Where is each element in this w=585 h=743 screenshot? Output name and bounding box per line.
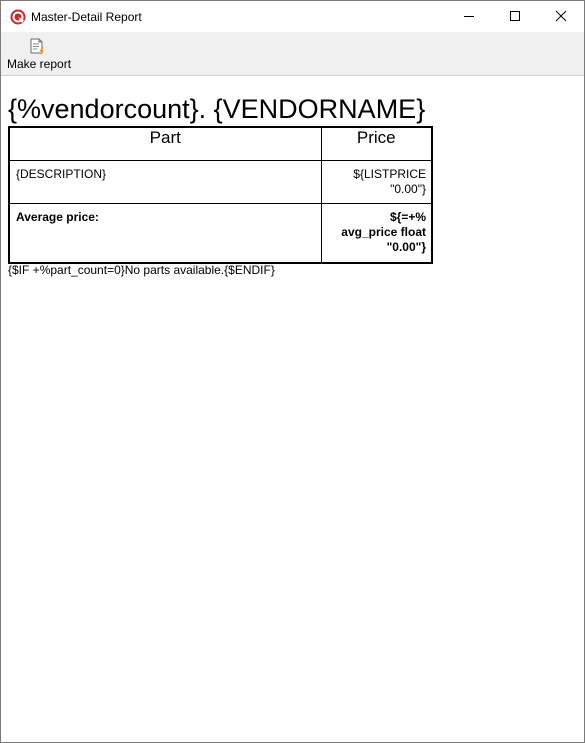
average-price-line-3: "0.00"} [386, 240, 426, 254]
column-header-price: Price [321, 127, 432, 161]
report-preview [1, 76, 584, 742]
description-field: {DESCRIPTION} [16, 167, 107, 181]
maximize-button[interactable] [492, 1, 538, 32]
average-price-label: Average price: [16, 210, 99, 224]
average-price-line-2: avg_price float [341, 225, 426, 239]
make-report-button[interactable] [5, 34, 72, 72]
parts-table [8, 126, 433, 264]
maximize-icon [509, 10, 521, 22]
average-price-field [322, 204, 432, 255]
title-bar[interactable] [1, 1, 584, 32]
column-header-part: Part [9, 127, 321, 161]
table-footer-row [9, 204, 432, 264]
list-price-field [322, 161, 432, 197]
minimize-icon [463, 10, 475, 22]
close-icon [555, 10, 567, 22]
table-row [9, 161, 432, 204]
list-price-cell [321, 161, 432, 204]
description-cell [9, 161, 321, 204]
list-price-format: "0.00"} [390, 182, 426, 196]
average-value-cell [321, 204, 432, 264]
report-heading: {%vendorcount}. {VENDORNAME} [8, 94, 426, 124]
table-header-row [9, 127, 432, 161]
average-price-line-1: ${=+% [389, 210, 426, 224]
window-title: Master-Detail Report [31, 10, 142, 24]
make-report-label: Make report [7, 57, 72, 71]
close-button[interactable] [538, 1, 584, 32]
empty-parts-message: {$IF +%part_count=0}No parts available.{$ENDIF} [8, 263, 275, 277]
app-logo-icon [10, 9, 26, 25]
list-price-line: ${LISTPRICE [353, 167, 426, 181]
toolbar [1, 32, 584, 76]
document-lightning-icon [29, 38, 47, 56]
minimize-button[interactable] [446, 1, 492, 32]
average-label-cell [9, 204, 321, 264]
